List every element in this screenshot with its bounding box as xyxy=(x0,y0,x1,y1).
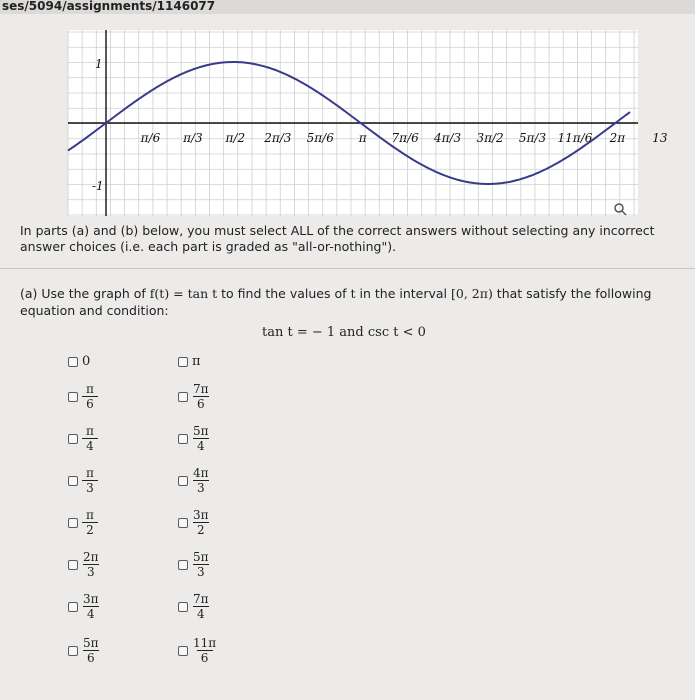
fraction-numerator: 7π xyxy=(193,592,209,606)
fraction-numerator: π xyxy=(86,382,94,396)
x-tick-label: 13 xyxy=(652,131,668,145)
option-right-7[interactable] xyxy=(178,636,217,665)
option-right-1[interactable] xyxy=(178,382,210,411)
fraction-numerator: π xyxy=(86,508,94,522)
x-tick-label: π/3 xyxy=(183,131,203,145)
option-left-0[interactable] xyxy=(68,354,90,369)
x-tick-label: π/2 xyxy=(225,131,246,145)
option-fraction xyxy=(82,550,100,579)
option-fraction xyxy=(192,466,210,495)
fraction-denominator: 6 xyxy=(197,650,213,665)
fraction-denominator: 6 xyxy=(83,650,99,665)
fraction-numerator: 11π xyxy=(193,636,217,650)
x-tick-label: 3π/2 xyxy=(476,131,504,145)
fraction-denominator: 4 xyxy=(82,438,98,453)
checkbox[interactable] xyxy=(68,646,78,656)
checkbox[interactable] xyxy=(68,560,78,570)
checkbox[interactable] xyxy=(178,518,188,528)
option-fraction xyxy=(192,424,210,453)
fraction-denominator: 3 xyxy=(193,564,209,579)
option-left-2[interactable] xyxy=(68,424,98,453)
option-fraction xyxy=(192,636,217,665)
option-fraction xyxy=(192,508,210,537)
fraction-denominator: 4 xyxy=(193,606,209,621)
x-tick-label: 4π/3 xyxy=(433,131,462,145)
option-right-4[interactable] xyxy=(178,508,210,537)
fraction-numerator: 5π xyxy=(193,550,209,564)
equation: tan t = − 1 and csc t < 0 xyxy=(262,325,426,340)
checkbox[interactable] xyxy=(178,357,188,367)
x-tick-label: 5π/6 xyxy=(306,131,334,145)
option-fraction xyxy=(82,466,98,495)
fraction-denominator: 3 xyxy=(82,480,98,495)
option-left-5[interactable] xyxy=(68,550,100,579)
part-a-question: (a) Use the graph of f(t) = tan t to find the values of t in the interval [0, 2π) that satisfy the following equation and condition: xyxy=(20,286,652,318)
option-right-0[interactable] xyxy=(178,354,201,369)
fraction-numerator: 5π xyxy=(193,424,209,438)
instructions: In parts (a) and (b) below, you must select ALL of the correct answers without selecting any incorrect answer choices (i.e. each part is graded as "all-or-nothing"). xyxy=(20,223,655,254)
y-tick-1: 1 xyxy=(95,57,103,71)
option-left-6[interactable] xyxy=(68,592,100,621)
checkbox[interactable] xyxy=(178,560,188,570)
checkbox[interactable] xyxy=(68,392,78,402)
option-right-3[interactable] xyxy=(178,466,210,495)
fraction-denominator: 2 xyxy=(82,522,98,537)
fraction-denominator: 2 xyxy=(193,522,209,537)
option-fraction xyxy=(192,592,210,621)
x-tick-label: 2π/3 xyxy=(264,131,292,145)
option-fraction xyxy=(82,508,98,537)
fraction-numerator: π xyxy=(86,424,94,438)
option-fraction xyxy=(82,382,98,411)
separator xyxy=(0,268,695,269)
option-left-7[interactable] xyxy=(68,636,100,665)
fraction-denominator: 4 xyxy=(193,438,209,453)
checkbox[interactable] xyxy=(68,476,78,486)
fraction-denominator: 6 xyxy=(82,396,98,411)
checkbox[interactable] xyxy=(68,602,78,612)
checkbox[interactable] xyxy=(178,646,188,656)
option-right-2[interactable] xyxy=(178,424,210,453)
fraction-numerator: 3π xyxy=(193,508,209,522)
option-fraction xyxy=(82,424,98,453)
option-label: π xyxy=(192,354,201,369)
option-left-4[interactable] xyxy=(68,508,98,537)
url-bar: ses/5094/assignments/1146077 xyxy=(0,0,695,14)
fraction-denominator: 3 xyxy=(83,564,99,579)
option-fraction xyxy=(82,636,100,665)
fraction-numerator: 5π xyxy=(83,636,99,650)
fraction-numerator: 4π xyxy=(193,466,209,480)
interval-expr: [0, 2π) xyxy=(451,286,493,301)
option-left-3[interactable] xyxy=(68,466,98,495)
graph xyxy=(0,0,695,230)
fraction-numerator: π xyxy=(86,466,94,480)
option-right-6[interactable] xyxy=(178,592,210,621)
option-fraction xyxy=(192,382,210,411)
y-tick-neg1: -1 xyxy=(92,179,104,193)
fraction-numerator: 3π xyxy=(83,592,99,606)
x-tick-label: π xyxy=(358,131,367,145)
option-fraction xyxy=(192,550,210,579)
option-left-1[interactable] xyxy=(68,382,98,411)
checkbox[interactable] xyxy=(178,392,188,402)
x-tick-label: 2π xyxy=(609,131,626,145)
checkbox[interactable] xyxy=(178,476,188,486)
checkbox[interactable] xyxy=(68,357,78,367)
fraction-denominator: 6 xyxy=(193,396,209,411)
checkbox[interactable] xyxy=(178,434,188,444)
x-tick-label: 7π/6 xyxy=(391,131,419,145)
checkbox[interactable] xyxy=(178,602,188,612)
x-tick-label: 5π/3 xyxy=(518,131,547,145)
fraction-denominator: 4 xyxy=(83,606,99,621)
option-right-5[interactable] xyxy=(178,550,210,579)
function-expr: f(t) = tan t xyxy=(149,286,218,301)
x-tick-label: 11π/6 xyxy=(557,131,593,145)
fraction-numerator: 7π xyxy=(193,382,209,396)
x-tick-label: π/6 xyxy=(140,131,161,145)
fraction-numerator: 2π xyxy=(83,550,99,564)
checkbox[interactable] xyxy=(68,518,78,528)
checkbox[interactable] xyxy=(68,434,78,444)
option-label: 0 xyxy=(82,354,91,369)
fraction-denominator: 3 xyxy=(193,480,209,495)
option-fraction xyxy=(82,592,100,621)
